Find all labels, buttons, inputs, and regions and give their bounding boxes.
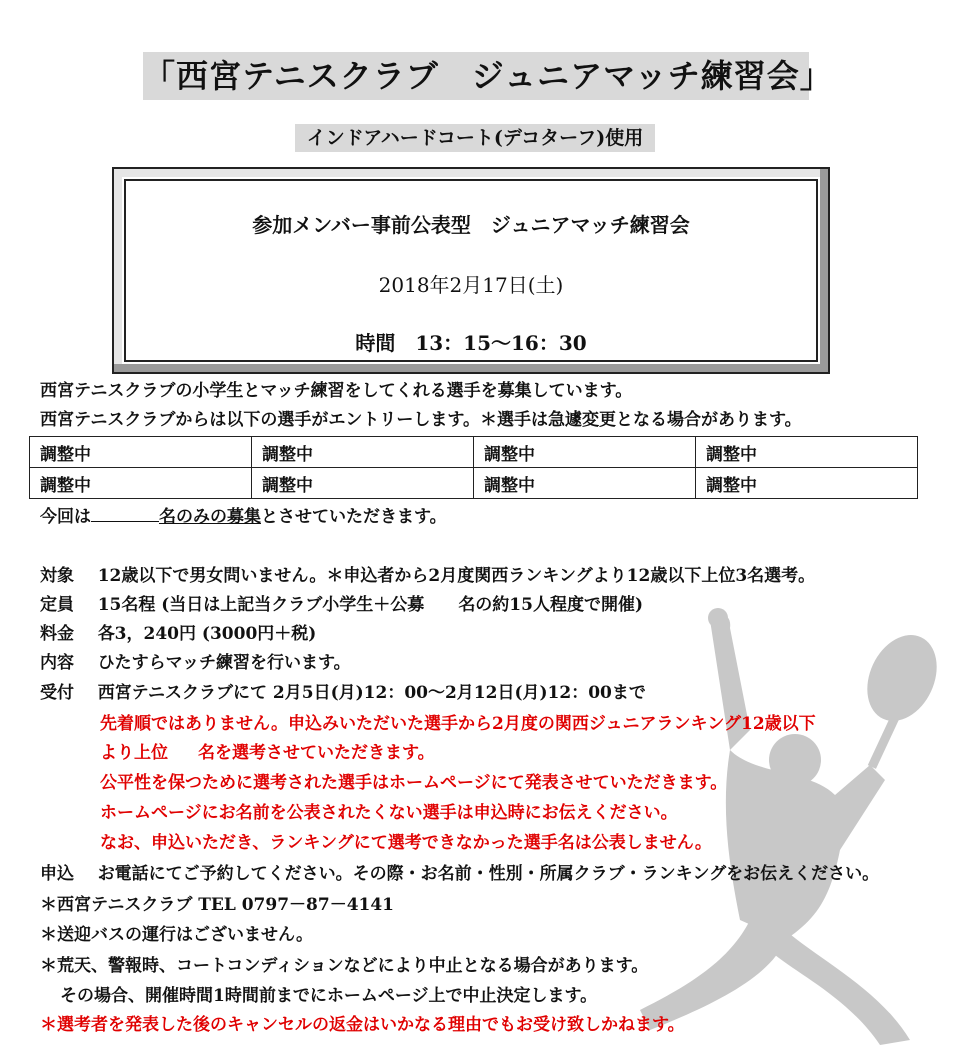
detail-text: ひたすらマッチ練習を行います。 xyxy=(97,653,351,673)
apply-text: お電話にてご予約してください。その際・お名前・性別・所属クラブ・ランキングをお伝えください。 xyxy=(97,864,880,884)
detail-reception xyxy=(40,680,646,706)
detail-label: 受付 xyxy=(40,683,74,703)
red-note-1: 先着順ではありません。申込みいただいた選手から2月度の関西ジュニアランキング12歳以下 xyxy=(100,714,816,734)
red-note-5: なお、申込いただき、ランキングにて選考できなかった選手名は公表しません。 xyxy=(100,833,712,853)
detail-capacity xyxy=(40,592,643,618)
detail-text: 各3，240円 (3000円＋税) xyxy=(97,624,317,644)
member-cell: 調整中 xyxy=(696,468,918,499)
event-date: 2018年2月17日(土) xyxy=(378,273,564,297)
member-cell: 調整中 xyxy=(474,468,696,499)
red-note-3: 公平性を保つために選考された選手はホームページにて発表させていただきます。 xyxy=(100,773,728,793)
member-cell: 調整中 xyxy=(696,437,918,468)
recruit-suffix: とさせていただきます。 xyxy=(261,507,447,527)
detail-label: 対象 xyxy=(40,566,74,586)
detail-text: 名の約15人程度で開催) xyxy=(458,595,644,615)
intro-line-1: 西宮テニスクラブの小学生とマッチ練習をしてくれる選手を募集しています。 xyxy=(40,381,633,401)
event-info-box xyxy=(112,167,830,374)
footer-refund-note: ＊選考者を発表した後のキャンセルの返金はいかなる理由でもお受け致しかねます。 xyxy=(40,1015,685,1035)
intro-line-2: 西宮テニスクラブからは以下の選手がエントリーします。＊選手は急遽変更となる場合があります。 xyxy=(40,410,802,430)
footer-bus: ＊送迎バスの運行はございません。 xyxy=(40,925,314,945)
detail-target xyxy=(40,563,815,589)
detail-text: 西宮テニスクラブにて 2月5日(月)12：00～2月12日(月)12：00まで xyxy=(97,683,646,703)
page-subtitle: インドアハードコート(デコターフ)使用 xyxy=(295,124,655,152)
member-cell: 調整中 xyxy=(474,437,696,468)
member-cell: 調整中 xyxy=(252,468,474,499)
detail-text: 12歳以下で男女問いません。＊申込者から2月度関西ランキングより12歳以下上位3名選考。 xyxy=(97,566,816,586)
member-table xyxy=(29,436,918,499)
table-row xyxy=(30,437,918,468)
red-note-4: ホームページにお名前を公表されたくない選手は申込時にお伝えください。 xyxy=(100,803,678,823)
member-cell: 調整中 xyxy=(30,468,252,499)
detail-text: 15名程 (当日は上記当クラブ小学生＋公募 xyxy=(97,595,425,615)
red-note-2b: 名を選考させていただきます。 xyxy=(198,743,435,763)
detail-label: 料金 xyxy=(40,624,74,644)
red-note-2a: より上位 xyxy=(100,743,168,763)
recruit-line xyxy=(40,503,447,530)
footer-phone: ＊西宮テニスクラブ TEL 0797－87－4141 xyxy=(40,895,395,915)
recruit-blank xyxy=(91,503,159,522)
event-time: 時間 13：15～16：30 xyxy=(355,331,587,355)
detail-label: 内容 xyxy=(40,653,74,673)
detail-content xyxy=(40,650,351,676)
apply-label: 申込 xyxy=(40,864,74,884)
member-cell: 調整中 xyxy=(252,437,474,468)
member-cell: 調整中 xyxy=(30,437,252,468)
detail-label: 定員 xyxy=(40,595,74,615)
recruit-prefix: 今回は xyxy=(40,507,91,527)
red-note-2 xyxy=(100,740,435,766)
detail-fee xyxy=(40,621,316,647)
table-row xyxy=(30,468,918,499)
apply-line xyxy=(40,861,879,887)
footer-cancel-decision: その場合、開催時間1時間前までにホームページ上で中止決定します。 xyxy=(60,986,598,1006)
recruit-underlined: 名のみの募集 xyxy=(159,507,261,527)
page-title: 「西宮テニスクラブ ジュニアマッチ練習会」 xyxy=(143,52,809,100)
event-headline: 参加メンバー事前公表型 ジュニアマッチ練習会 xyxy=(252,213,690,237)
footer-weather: ＊荒天、警報時、コートコンディションなどにより中止となる場合があります。 xyxy=(40,956,649,976)
